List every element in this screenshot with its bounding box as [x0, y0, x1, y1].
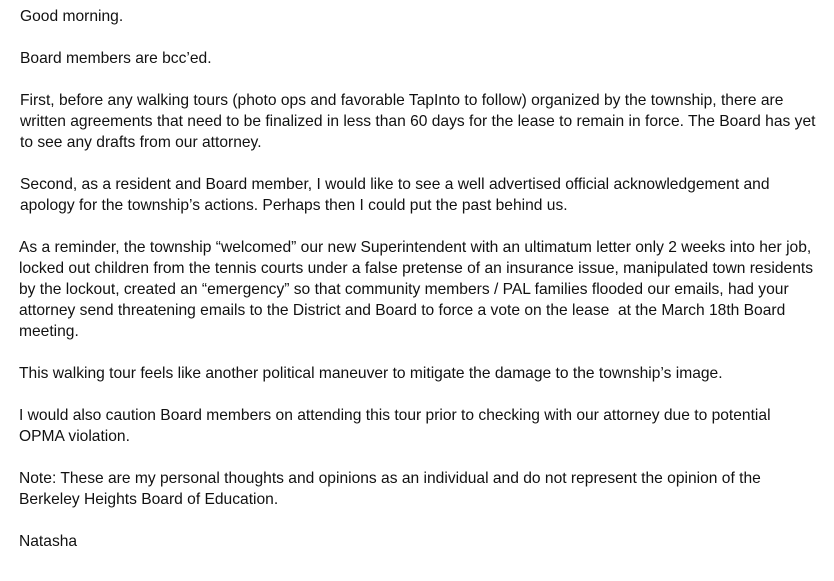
- paragraph-caution: I would also caution Board members on attending this tour prior to checking with our attorney due to potential OPMA violation.: [19, 407, 775, 445]
- paragraph-first: First, before any walking tours (photo ops and favorable TapInto to follow) organized by the township, there are written agreements that need to be finalized in less than 60 days for the lease to remain in force. The Board has yet to see any drafts from our attorney.: [20, 92, 820, 151]
- paragraph-second: Second, as a resident and Board member, I would like to see a well advertised official acknowledgement and apology for the township’s actions. Perhaps then I could put the past behind us.: [20, 176, 774, 214]
- greeting: Good morning.: [20, 8, 124, 25]
- bcc-note: Board members are bcc’ed.: [20, 50, 212, 67]
- paragraph-reminder: As a reminder, the township “welcomed” our new Superintendent with an ultimatum letter only 2 weeks into her job, locked out children from the tennis courts under a false pretense of an insurance issue, manipulated town residents by the lockout, created an “emergency” so that community members / PAL families flooded our emails, had your attorney send threatening emails to the District and Board to force a vote on the lease at the March 18th Board meeting.: [19, 239, 818, 340]
- signature: Natasha: [19, 533, 78, 550]
- email-body: [18, 6, 818, 573]
- paragraph-walking-tour: This walking tour feels like another political maneuver to mitigate the damage to the township’s image.: [19, 365, 723, 382]
- paragraph-note: Note: These are my personal thoughts and opinions as an individual and do not represent the opinion of the Berkeley Heights Board of Education.: [19, 470, 766, 508]
